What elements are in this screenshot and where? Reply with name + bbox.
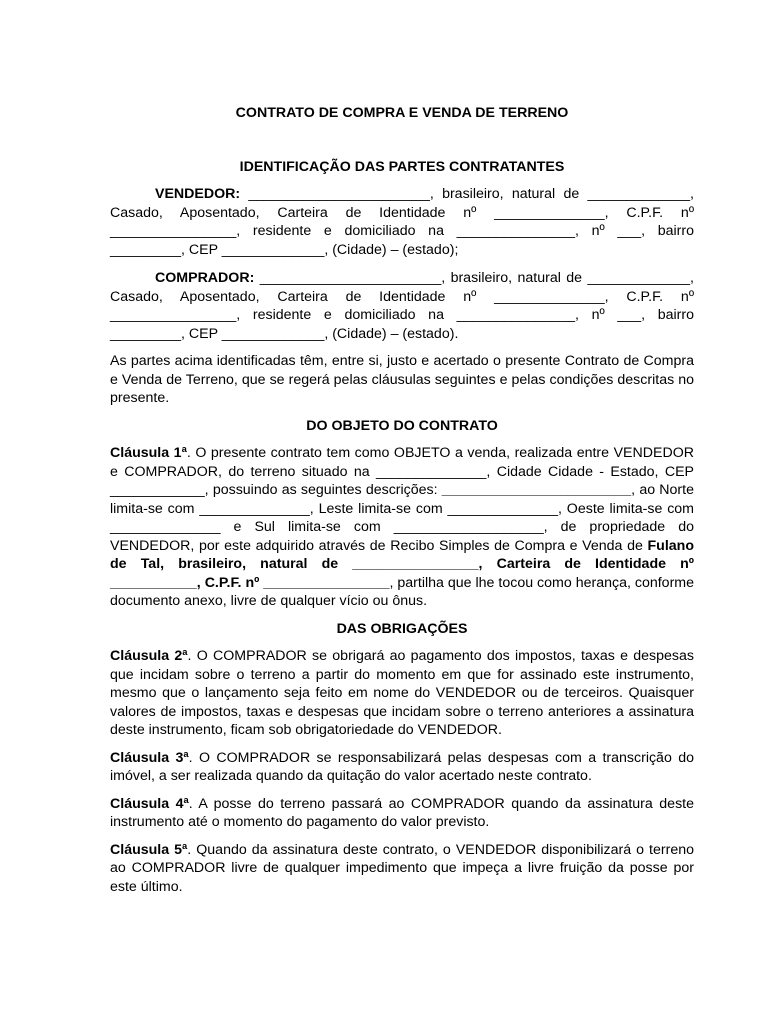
clause-2-label: Cláusula 2ª <box>110 648 188 664</box>
section-heading-object: DO OBJETO DO CONTRATO <box>306 417 498 434</box>
clause-5-text: . Quando da assinatura deste contrato, o VENDEDOR disponibilizará o terreno ao COMPRADOR livre de qualquer impedimento que impeça a livre fruição da posse por este último. <box>110 841 695 895</box>
clause-2-text: . O COMPRADOR se obrigará ao pagamento dos impostos, taxas e despesas que incidam sobre o terreno a partir do momento em que for assinado este instrumento, mesmo que o lançamento seja feito em nome do VENDEDOR ou de terceiros. Quaisquer valores de impostos, taxas e despesas que incidam sobre o terreno anteriores a assinatura deste instrumento, ficam sob obrigatoriedade do VENDEDOR. <box>110 648 694 738</box>
section-heading-obligations: DAS OBRIGAÇÕES <box>336 620 468 637</box>
comprador-label: COMPRADOR: <box>155 270 255 286</box>
clause-1-text-c: , ao Norte limita-se com ______________, Leste limita-se com ______________, Oeste limita-se com ______________ e Sul limita-se com ___________________, de propriedade do VENDEDOR, por este adquirido através de Recibo Simples de Compra e Venda de <box>110 482 694 554</box>
clause-1-description-blank: ________________________ <box>441 482 632 498</box>
vendedor-details: _______________________, brasileiro, natural de _____________, Casado, Aposentado, Carteira de Identidade nº ______________, C.P.F. nº ________________, residente e domiciliado na _______________, nº ___, bairro _________, CEP _____________, (Cidade) – (estado); <box>110 186 694 258</box>
comprador-paragraph <box>110 269 694 343</box>
clause-3 <box>110 749 694 786</box>
clause-2 <box>110 647 694 740</box>
clause-5-label: Cláusula 5ª <box>110 841 188 858</box>
comprador-details: _______________________, brasileiro, natural de _____________, Casado, Aposentado, Carteira de Identidade nº ______________, C.P.F. nº ________________, residente e domiciliado na _______________, nº ___, bairro _________, CEP _____________, (Cidade) – (estado). <box>110 270 694 342</box>
section-heading-parties: IDENTIFICAÇÃO DAS PARTES CONTRATANTES <box>239 158 565 175</box>
clause-3-label: Cláusula 3ª <box>110 749 189 766</box>
clause-1-text-a: . O presente contrato tem como OBJETO a venda, realizada entre VENDEDOR e COMPRADOR, do terreno situado na ______________, Cidade Cidade - Estado, CEP ____________, possuindo as seguintes descrições: <box>110 445 694 498</box>
intro-paragraph: As partes acima identificadas têm, entre si, justo e acertado o presente Contrato de Compra e Venda de Terreno, que se regerá pelas cláusulas seguintes e pelas condições descritas no presente. <box>110 353 694 406</box>
clause-3-text: . O COMPRADOR se responsabilizará pelas despesas com a transcrição do imóvel, a ser realizada quando da quitação do valor acertado neste contrato. <box>110 749 694 784</box>
clause-1-text-e: , partilha que lhe tocou como herança, conforme documento anexo, livre de qualquer vício ou ônus. <box>110 574 695 609</box>
clause-1-seller-ref: Fulano de Tal, brasileiro, natural de ________________, Carteira de Identidade nº ___________, C.P.F. nº ________________ <box>110 537 694 591</box>
clause-4 <box>110 795 694 832</box>
clause-1-label: Cláusula 1ª <box>110 445 187 461</box>
clause-4-text: . A posse do terreno passará ao COMPRADOR quando da assinatura deste instrumento até o momento do pagamento do valor previsto. <box>110 795 694 830</box>
clause-5 <box>110 841 694 897</box>
document-title: CONTRATO DE COMPRA E VENDA DE TERRENO <box>235 105 569 121</box>
vendedor-label: VENDEDOR: <box>155 186 241 202</box>
document-content <box>110 104 694 905</box>
vendedor-paragraph <box>110 185 694 259</box>
clause-4-label: Cláusula 4ª <box>110 795 189 812</box>
clause-1 <box>110 444 694 611</box>
